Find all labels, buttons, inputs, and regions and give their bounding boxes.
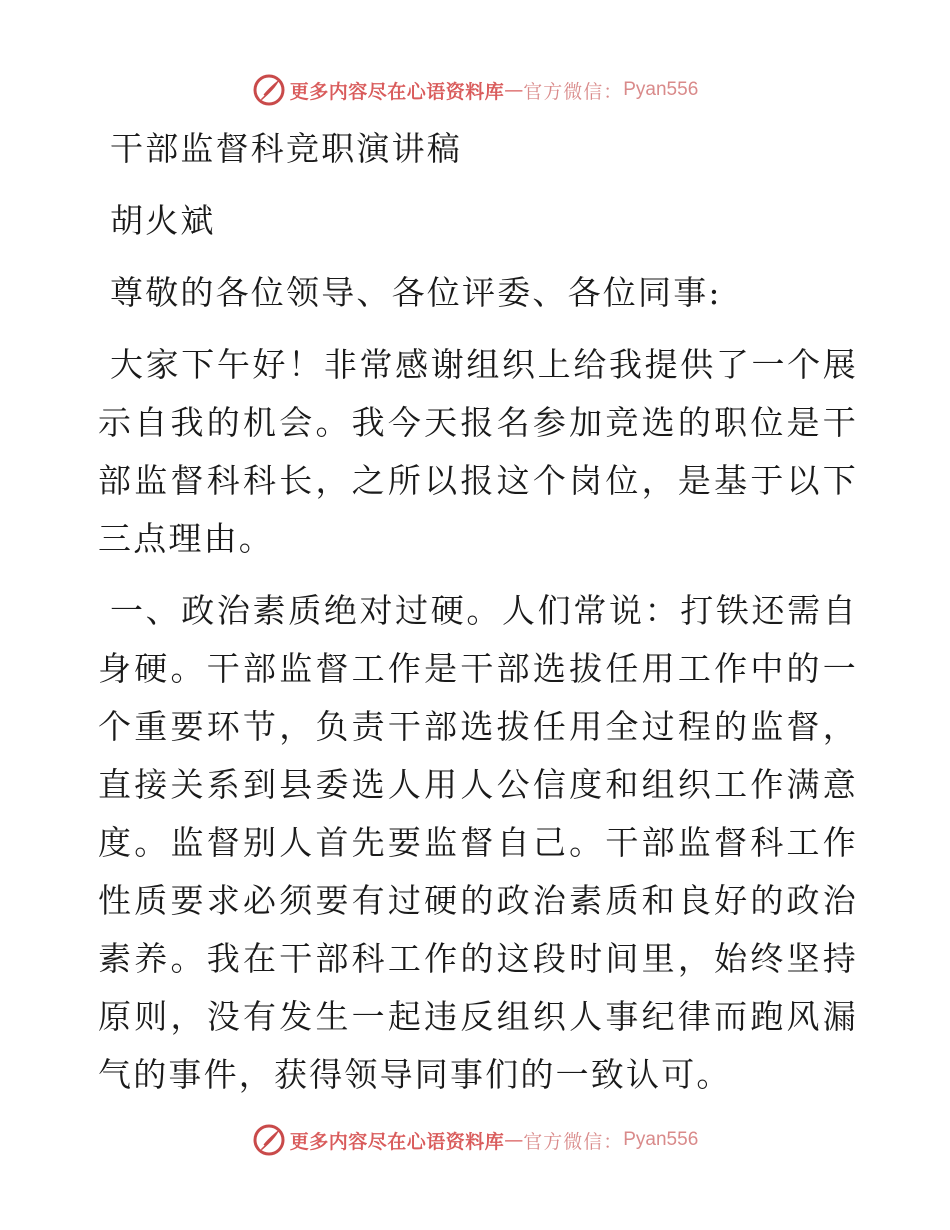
quill-pen-logo-icon [252, 73, 286, 107]
banner-wechat-id: Pyan556 [623, 1129, 699, 1150]
document-body [98, 120, 858, 1118]
document-salutation: 尊敬的各位领导、各位评委、各位同事: [110, 273, 722, 312]
header-banner [0, 70, 950, 110]
banner-wechat-label: 官方微信： [523, 1130, 624, 1153]
footer-banner [0, 1120, 950, 1160]
banner-wechat-id: Pyan556 [623, 79, 699, 100]
paragraph-1: 大家下午好！非常感谢组织上给我提供了一个展示自我的机会。我今天报名参加竞选的职位是干部监督科科长，之所以报这个岗位，是基于以下三点理由。 [98, 345, 858, 558]
banner-main-text: 更多内容尽在心语资料库 [289, 1130, 505, 1153]
document-title: 干部监督科竞职演讲稿 [110, 129, 462, 168]
banner-main-text: 更多内容尽在心语资料库 [289, 80, 505, 103]
banner-separator: — [504, 79, 524, 101]
quill-pen-logo-icon [252, 1123, 286, 1157]
banner-separator: — [504, 1129, 524, 1151]
document-author: 胡火斌 [110, 201, 216, 240]
paragraph-2: 一、政治素质绝对过硬。人们常说：打铁还需自身硬。干部监督工作是干部选拔任用工作中的一个重要环节，负责干部选拔任用全过程的监督，直接关系到县委选人用人公信度和组织工作满意度。监督别人首先要监督自己。干部监督科工作性质要求必须要有过硬的政治素质和良好的政治素养。我在干部科工作的这段时间里，始终坚持原则，没有发生一起违反组织人事纪律而跑风漏气的事件，获得领导同事们的一致认可。 [98, 591, 858, 1094]
banner-wechat-label: 官方微信： [523, 80, 624, 103]
